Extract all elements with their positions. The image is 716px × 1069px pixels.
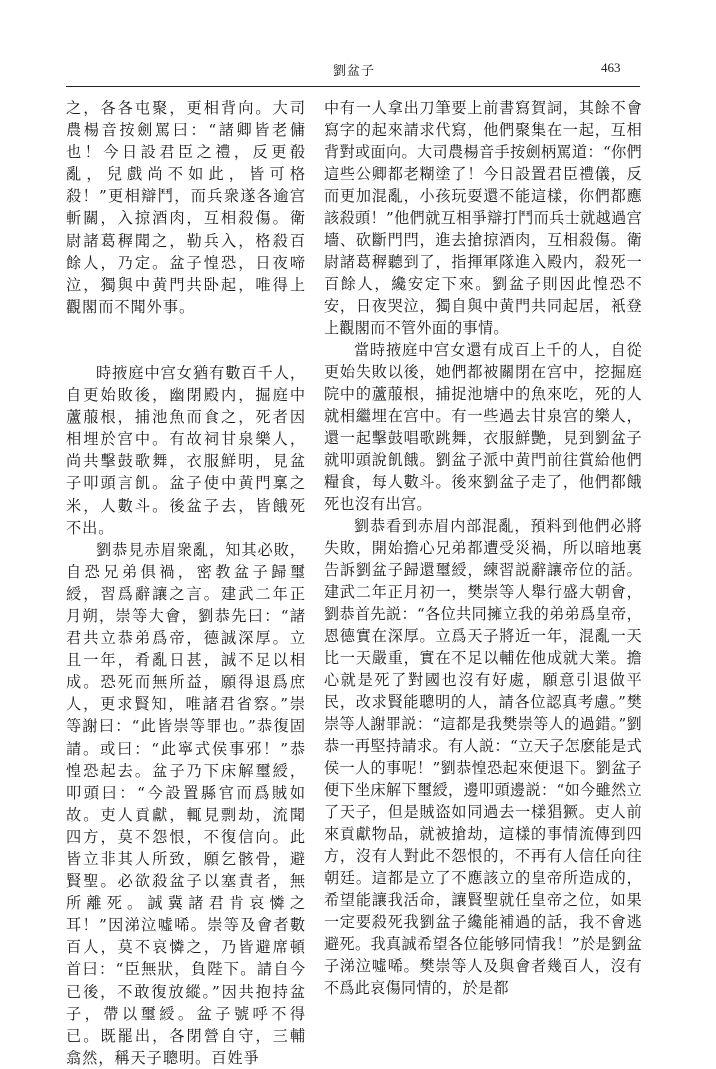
original-paragraph-3: 劉恭見赤眉衆亂，知其必敗，自恐兄弟俱禍，密教盆子歸璽綬，習爲辭讓之言。建武二年正月朔，崇等大會，劉恭先曰：“諸君共立恭弟爲帝，德誠深厚。立且一年，肴亂日甚，誠不足以相成。恐死而無所益，願得退爲庶人，更求賢知，唯諸君省察。”崇等謝曰：“此皆崇等罪也。”恭復固請。或曰：“此寧式侯事邪！”恭惶恐起去。盆子乃下床解璽綬，叩頭曰：“今設置縣官而爲賊如故。吏人貢獻，輒見剽劫，流聞四方，莫不怨恨，不復信向。此皆立非其人所致，願乞骸骨，避賢聖。必欲殺盆子以塞責者，無所離死。誠冀諸君肯哀憐之耳！”因涕泣噓唏。崇等及會者數百人，莫不哀憐之，乃皆避席頓首曰：“臣無狀，負陛下。請自今已後，不敢復放縱。”因共抱持盆子，帶以璽綬。盆子號呼不得已。既罷出，各閉營自守，三輔翕然，稱天子聰明。百姓爭 [66, 540, 306, 1067]
translation-paragraph-1: 中有一人拿出刀筆要上前書寫賀詞，其餘不會寫字的起來請求代寫，他們聚集在一起，互相背對或面向。大司農楊音手按劍柄罵道：“你們這些公卿都老糊塗了！今日設置君臣禮儀，反而更加混亂，小孩玩耍還不能這樣，你們都應該殺頭！”他們就互相爭辯打鬥而兵士就越過宫墻、砍斷門閂，進去搶掠酒肉，互相殺傷。衛尉諸葛稺聽到了，指揮軍隊進入殿内，殺死一百餘人，纔安定下來。劉盆子則因此惶恐不安，日夜哭泣，獨自與中黄門共同起居，衹登上觀閣而不管外面的事情。 [324, 99, 642, 337]
original-text-column [66, 97, 306, 1069]
translation-paragraph-3: 劉恭看到赤眉内部混亂，預料到他們必將失敗，開始擔心兄弟都遭受災禍，所以暗地裏告訴劉盆子歸還璽綬，練習説辭讓帝位的話。建武二年正月初一，樊崇等人舉行盛大朝會，劉恭首先説：“各位共同擁立我的弟弟爲皇帝，恩德實在深厚。立爲天子將近一年，混亂一天比一天嚴重，實在不足以輔佐他成就大業。擔心就是死了對國也沒有好處，願意引退做平民，改求賢能聰明的人，請各位認真考慮。”樊崇等人謝罪説：“這都是我樊崇等人的過錯。”劉恭一再堅持請求。有人説：“立天子怎麽能是式侯一人的事呢！”劉恭惶恐起來便退下。劉盆子便下坐床解下璽綬，邊叩頭邊説：“如今雖然立了天子，但是賊盗如同過去一樣猖獗。吏人前來貢獻物品，就被搶劫，這樣的事情流傳到四方，沒有人對此不怨恨的，不再有人信任向往朝廷。這都是立了不應該立的皇帝所造成的，希望能讓我活命，讓賢聖就任皇帝之位，如果一定要殺死我劉盆子纔能補過的話，我不會逃避死。我真誠希望各位能够同情我！”於是劉盆子涕泣噓唏。樊崇等人及與會者幾百人，沒有不爲此哀傷同情的，於是都 [324, 517, 642, 997]
paragraph-spacer [66, 318, 306, 362]
running-title: 劉盆子 [333, 64, 376, 79]
original-paragraph-2: 時掖庭中宫女猶有數百千人，自更始敗後，幽閉殿内，掘庭中蘆菔根，捕池魚而食之，死者因相埋於宫中。有故祠甘泉樂人，尚共擊鼓歌舞，衣服鮮明，見盆子叩頭言飢。盆子使中黄門稟之米，人數斗。後盆子去，皆餓死不出。 [66, 363, 306, 537]
translation-paragraph-2: 當時掖庭中宫女還有成百上千的人，自從更始失敗以後，她們都被關閉在宫中，挖掘庭院中的蘆菔根，捕捉池塘中的魚來吃，死的人就相繼埋在宫中。有一些過去甘泉宫的樂人，還一起擊鼓唱歌跳舞，衣服鮮艷，見到劉盆子就叩頭說飢餓。劉盆子派中黄門前往賞給他們糧食，每人數斗。後來劉盆子走了，他們都餓死也沒有出宫。 [324, 341, 642, 513]
page-number: 463 [601, 60, 621, 75]
translation-column [324, 97, 642, 999]
original-paragraph-1: 之，各各屯聚，更相背向。大司農楊音按劍罵曰：“諸卿皆老傭也！今日設君臣之禮，反更殽亂，兒戲尚不如此，皆可格殺！”更相辯鬥，而兵衆遂各逾宫斬關，入掠酒肉，互相殺傷。衛尉諸葛稺聞之，勒兵入，格殺百餘人，乃定。盆子惶恐，日夜啼泣，獨與中黄門共卧起，唯得上觀閣而不聞外事。 [66, 99, 306, 316]
page-header [0, 60, 716, 84]
header-rule [66, 86, 640, 87]
